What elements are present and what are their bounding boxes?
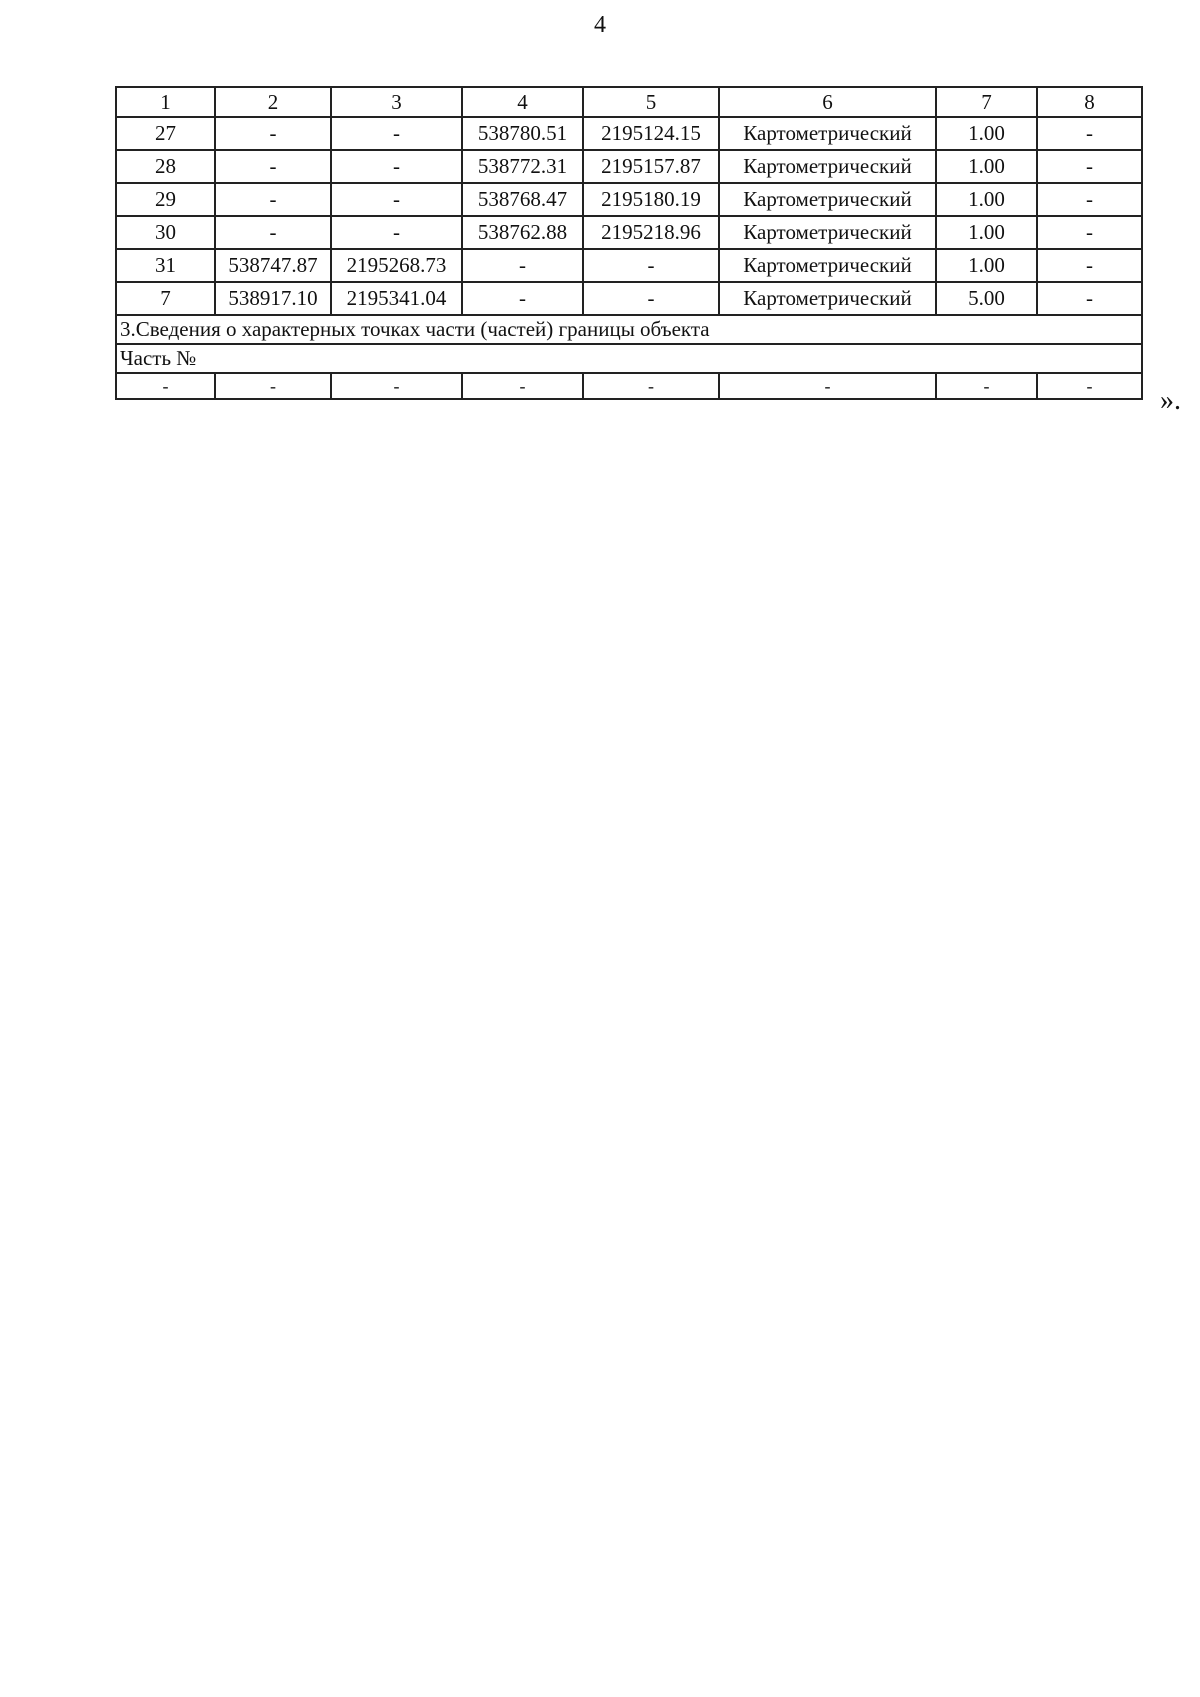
table-cell: -	[1037, 373, 1142, 399]
part-label-row	[116, 344, 1142, 373]
table-cell: 31	[116, 249, 215, 282]
table-cell: Картометрический	[719, 249, 936, 282]
table-cell: -	[1037, 150, 1142, 183]
table-cell: 538772.31	[462, 150, 583, 183]
table-cell: -	[331, 216, 462, 249]
table-row	[116, 216, 1142, 249]
table-cell: 1.00	[936, 150, 1037, 183]
closing-quote: ».	[1160, 385, 1181, 416]
table-cell: 538917.10	[215, 282, 331, 315]
table-row	[116, 150, 1142, 183]
table-cell: Картометрический	[719, 183, 936, 216]
table-cell: -	[1037, 249, 1142, 282]
table-cell: -	[331, 373, 462, 399]
table-cell: Картометрический	[719, 150, 936, 183]
table-cell: -	[1037, 183, 1142, 216]
table-cell: -	[331, 117, 462, 150]
table-cell: -	[1037, 282, 1142, 315]
table-row	[116, 373, 1142, 399]
table-cell: 28	[116, 150, 215, 183]
table-cell: 29	[116, 183, 215, 216]
table-cell: 538762.88	[462, 216, 583, 249]
table-cell: Картометрический	[719, 117, 936, 150]
column-header: 1	[116, 87, 215, 117]
table-cell: -	[462, 249, 583, 282]
table-cell: -	[1037, 216, 1142, 249]
table-cell: -	[583, 373, 719, 399]
table-cell: -	[331, 183, 462, 216]
table-row	[116, 183, 1142, 216]
table-cell: -	[331, 150, 462, 183]
column-header: 5	[583, 87, 719, 117]
column-header: 3	[331, 87, 462, 117]
table-cell: 1.00	[936, 117, 1037, 150]
table-cell: Картометрический	[719, 216, 936, 249]
table-cell: 2195157.87	[583, 150, 719, 183]
table-cell: 1.00	[936, 249, 1037, 282]
column-header: 6	[719, 87, 936, 117]
table-cell: 2195268.73	[331, 249, 462, 282]
table-row	[116, 117, 1142, 150]
table-cell: 538780.51	[462, 117, 583, 150]
table-cell: -	[215, 150, 331, 183]
table-cell: 2195124.15	[583, 117, 719, 150]
table-cell: 1.00	[936, 183, 1037, 216]
table-cell: 1.00	[936, 216, 1037, 249]
table-cell: 2195341.04	[331, 282, 462, 315]
table-cell: 2195218.96	[583, 216, 719, 249]
table-cell: -	[936, 373, 1037, 399]
table-cell: 5.00	[936, 282, 1037, 315]
section-title-row	[116, 315, 1142, 344]
column-header: 2	[215, 87, 331, 117]
table-cell: -	[116, 373, 215, 399]
column-header: 8	[1037, 87, 1142, 117]
table-cell: 538768.47	[462, 183, 583, 216]
table-cell: -	[462, 373, 583, 399]
table-header-row	[116, 87, 1142, 117]
table-cell: -	[583, 249, 719, 282]
column-header: 7	[936, 87, 1037, 117]
table-cell: -	[215, 117, 331, 150]
table-cell: -	[215, 373, 331, 399]
table-cell: 7	[116, 282, 215, 315]
table-cell: 27	[116, 117, 215, 150]
coordinates-table	[115, 86, 1143, 400]
table-cell: 2195180.19	[583, 183, 719, 216]
table-cell: -	[719, 373, 936, 399]
table-cell: 538747.87	[215, 249, 331, 282]
table-cell: -	[215, 216, 331, 249]
section-title: 3.Сведения о характерных точках части (частей) границы объекта	[116, 315, 1142, 344]
table-cell: -	[462, 282, 583, 315]
table-cell: -	[215, 183, 331, 216]
table-cell: -	[583, 282, 719, 315]
table-cell: 30	[116, 216, 215, 249]
table-row	[116, 282, 1142, 315]
table-cell: Картометрический	[719, 282, 936, 315]
part-label: Часть №	[116, 344, 1142, 373]
page-number: 4	[594, 12, 606, 38]
table-row	[116, 249, 1142, 282]
column-header: 4	[462, 87, 583, 117]
table-cell: -	[1037, 117, 1142, 150]
